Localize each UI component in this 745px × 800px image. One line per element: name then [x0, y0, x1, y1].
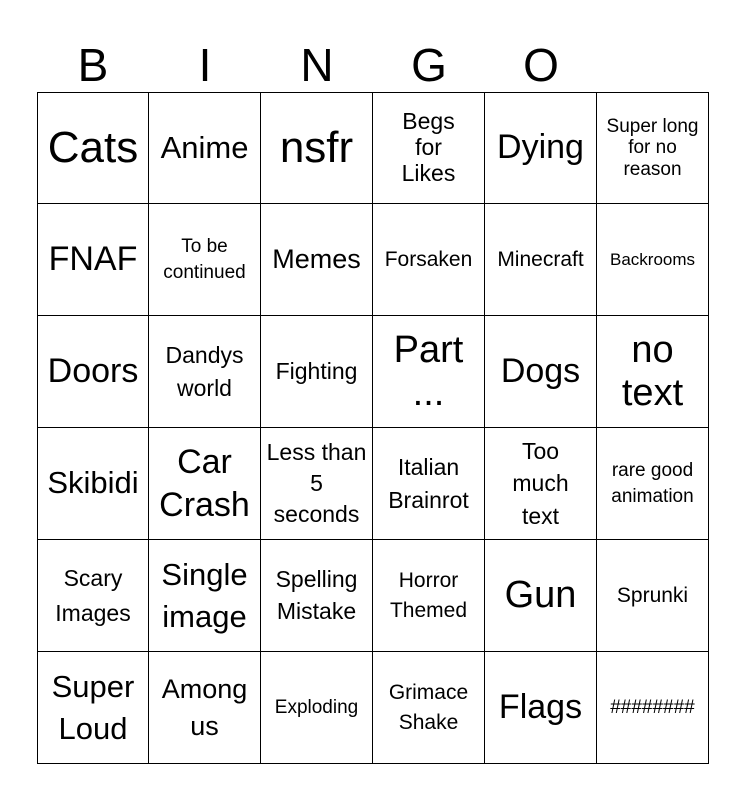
bingo-cell[interactable]: [373, 652, 485, 764]
bingo-cell-label: Spelling Mistake: [275, 566, 358, 624]
bingo-cell-label: Fighting: [275, 357, 358, 384]
bingo-cell[interactable]: [37, 92, 149, 204]
bingo-cell[interactable]: [149, 316, 261, 428]
bingo-cell[interactable]: [149, 652, 261, 764]
bingo-cell[interactable]: [373, 92, 485, 204]
bingo-cell[interactable]: [37, 204, 149, 316]
bingo-cell-label: Cats: [47, 123, 139, 172]
bingo-cell-label: Backrooms: [609, 249, 696, 269]
bingo-cell-label: Skibidi: [47, 465, 139, 501]
header-letter-b: B: [77, 39, 109, 91]
bingo-cell-label: Among us: [161, 674, 248, 741]
bingo-cell[interactable]: [149, 204, 261, 316]
bingo-cell[interactable]: [597, 204, 709, 316]
bingo-cell[interactable]: [597, 652, 709, 764]
bingo-cell[interactable]: [597, 316, 709, 428]
header-letter-n: N: [300, 39, 334, 91]
bingo-cell[interactable]: [597, 92, 709, 204]
bingo-cell-label: Forsaken: [384, 247, 473, 271]
bingo-cell-label: Horror Themed: [389, 569, 468, 622]
bingo-cell[interactable]: [261, 540, 373, 652]
bingo-cell[interactable]: [37, 540, 149, 652]
bingo-cell-label: no text: [621, 328, 684, 414]
bingo-cell[interactable]: [485, 204, 597, 316]
bingo-cell-label: Part ...: [393, 328, 464, 414]
bingo-cell[interactable]: [37, 316, 149, 428]
bingo-cell[interactable]: [485, 428, 597, 540]
bingo-cell[interactable]: [261, 316, 373, 428]
bingo-cell-label: Exploding: [274, 696, 359, 718]
bingo-cell-label: Italian Brainrot: [388, 454, 469, 513]
bingo-board: [37, 92, 709, 764]
header-letter-g: G: [411, 39, 447, 91]
bingo-cell[interactable]: [485, 652, 597, 764]
bingo-cell-label: Too much text: [512, 438, 569, 529]
bingo-cell-label: Dogs: [500, 351, 581, 390]
bingo-cell[interactable]: [149, 540, 261, 652]
bingo-cell-label: FNAF: [48, 239, 138, 278]
bingo-cell[interactable]: [37, 428, 149, 540]
bingo-cell-label: ########: [610, 696, 695, 718]
bingo-cell[interactable]: [597, 540, 709, 652]
bingo-cell[interactable]: [149, 428, 261, 540]
bingo-cell-label: Doors: [47, 351, 139, 390]
bingo-cell-label: nsfr: [279, 123, 354, 172]
bingo-cell-label: Gun: [504, 574, 577, 617]
bingo-cell-label: Sprunki: [616, 583, 689, 607]
bingo-header: [37, 38, 709, 92]
bingo-cell[interactable]: [261, 428, 373, 540]
bingo-cell-label: Memes: [272, 244, 361, 275]
bingo-cell-label: Minecraft: [497, 247, 584, 271]
header-letter-i: I: [198, 39, 212, 91]
bingo-cell-label: rare good animation: [611, 459, 694, 507]
bingo-cell-label: Grimace Shake: [388, 681, 469, 734]
bingo-cell[interactable]: [261, 204, 373, 316]
bingo-cell-label: Begs for Likes: [401, 108, 456, 186]
bingo-cell-label: Dandys world: [165, 342, 244, 401]
bingo-cell[interactable]: [149, 92, 261, 204]
bingo-cell[interactable]: [261, 92, 373, 204]
bingo-cell[interactable]: [485, 540, 597, 652]
bingo-cell[interactable]: [373, 428, 485, 540]
bingo-cell-label: Super long for no reason: [606, 116, 699, 180]
bingo-cell[interactable]: [597, 428, 709, 540]
bingo-cell[interactable]: [37, 652, 149, 764]
bingo-cell[interactable]: [485, 316, 597, 428]
bingo-cell[interactable]: [485, 92, 597, 204]
bingo-cell[interactable]: [261, 652, 373, 764]
bingo-cell-label: Less than 5 seconds: [266, 438, 367, 528]
header-letter-o: O: [523, 39, 559, 91]
bingo-cell-label: To be continued: [163, 235, 246, 283]
bingo-cell-label: Car Crash: [159, 443, 250, 524]
bingo-cell[interactable]: [373, 316, 485, 428]
bingo-cell-label: Dying: [497, 128, 584, 167]
bingo-cell-label: Scary Images: [55, 565, 131, 626]
bingo-cell[interactable]: [373, 204, 485, 316]
header-letter-blank: [597, 38, 709, 92]
bingo-cell-label: Flags: [498, 687, 583, 726]
bingo-cell-label: Super Loud: [51, 668, 135, 746]
bingo-cell-label: Single image: [161, 556, 248, 634]
bingo-cell-label: Anime: [160, 129, 249, 165]
bingo-cell[interactable]: [373, 540, 485, 652]
